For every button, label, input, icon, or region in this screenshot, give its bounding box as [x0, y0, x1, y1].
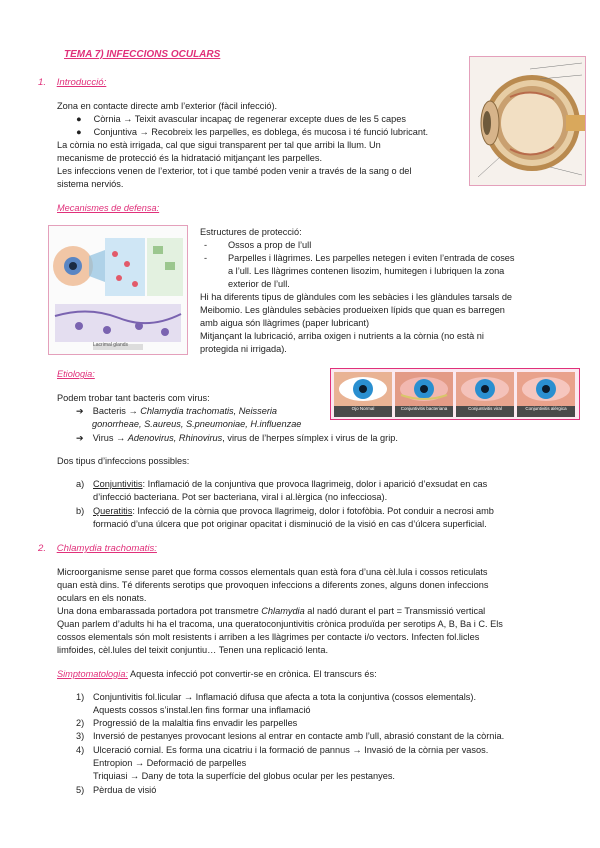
defense-intro: Estructures de protecció: — [200, 227, 302, 237]
defense-text-line: Hi ha diferents tipus de glàndules com les sebàcies i les glàndules tarsals de — [200, 292, 513, 302]
defense-text-line: protegida ni irrigada). — [200, 344, 287, 354]
chlamydia-text-line: oculars en els nonats. — [57, 593, 147, 603]
eye-label: Ojo Normal — [351, 406, 375, 411]
page-title: TEMA 7) INFECCIONS OCULARS — [64, 49, 221, 60]
infection-type-b: b) Queratitis: Infecció de la còrnia que provoca llagrimeig, dolor i fotofòbia. Pot conduir a necrosi amb — [76, 506, 494, 516]
etiology-virus: ➔ Virus → Adenovirus, Rhinovirus, virus de l’herpes símplex i virus de la grip. — [76, 433, 398, 443]
defense-item-cont: exterior de l’ull. — [228, 279, 290, 289]
eye-cross-section-icon — [470, 57, 585, 185]
defense-text-line: Meibomio. Les glàndules sebàcies produeixen lípids que quan es barregen — [200, 305, 505, 315]
etiology-bacteria: ➔ Bacteris → Chlamydia trachomatis, Neisseria — [76, 406, 278, 416]
defense-item: - Ossos a prop de l’ull — [204, 240, 312, 250]
etiology-heading: Etiologia: — [57, 369, 95, 379]
eye-anatomy-figure — [469, 56, 586, 186]
infection-type-b-cont: formació d’una úlcera que pot originar opacitat i disminució de la visió en cas d’úlcera superficial. — [93, 519, 487, 529]
chlamydia-text-line: Microorganisme sense paret que forma cossos elementals quan està fora d’una cèl.lula i cossos reticulats — [57, 567, 488, 577]
intro-bullet: ● Còrnia → Teixit avascular incapaç de regenerar excepte dues de les 5 capes — [76, 114, 406, 124]
intro-text-line: mecanisme de protecció és la hidratació mitjançant les parpelles. — [57, 153, 323, 163]
arrow-right-icon: ➔ — [76, 406, 84, 416]
symptom-item: 1) Conjuntivitis fol.licular → Inflamació difusa que afecta a tota la conjuntiva (cossos elementals). — [76, 692, 476, 702]
intro-paragraph: Zona en contacte directe amb l’exterior (fàcil infecció). — [57, 101, 278, 111]
defense-item: - Parpelles i llàgrimes. Les parpelles netegen i eviten l’entrada de coses — [204, 253, 515, 263]
etiology-intro: Podem trobar tant bacteris com virus: — [57, 393, 210, 403]
etiology-types-intro: Dos tipus d’infeccions possibles: — [57, 456, 190, 466]
symptom-item: 2) Progressió de la malaltia fins envadir les parpelles — [76, 718, 298, 728]
eye-label: Conjuntivitis viral — [468, 406, 502, 411]
chlamydia-text-line: Quan parlem d’adults hi ha el tracoma, una queratoconjuntivitis crònica produïda per serotips A, B, Ba i C. Els — [57, 619, 503, 629]
bullet-icon: ● — [76, 127, 82, 137]
eyes-comparison-figure — [330, 368, 580, 420]
defense-text-line: amb aigua són llàgrimes (paper lubricant) — [200, 318, 370, 328]
defense-heading: Mecanismes de defensa: — [57, 203, 160, 213]
intro-bullet: ● Conjuntiva → Recobreix les parpelles, es doblega, és mucosa i té funció lubricant. — [76, 127, 429, 137]
figure-caption: Lacrimal glands — [93, 342, 129, 348]
defense-text-line: Mitjançant la lubricació, arriba oxigen i nutrients a la còrnia (no està ni — [200, 331, 484, 341]
arrow-right-icon: ➔ — [76, 433, 84, 443]
chlamydia-text-line: limfoides, cèl.lules del teixit conjuntiu… Tenen una replicació lenta. — [57, 645, 329, 655]
lacrimal-figure — [48, 225, 188, 355]
intro-text-line: La còrnia no està irrigada, cal que sigui transparent per tal que arribi la llum. Un — [57, 140, 381, 150]
symptoms-heading: Simptomatologia: Aquesta infecció pot convertir-se en crònica. El transcurs és: — [57, 669, 377, 679]
symptom-item-cont: Entropion → Deformació de parpelles — [93, 758, 247, 768]
symptom-item-cont: Aquests cossos s’instal.len fins formar una inflamació — [93, 705, 311, 715]
chlamydia-heading: 2. Chlamydia trachomatis: — [38, 543, 157, 554]
symptom-item-cont: Triquiasi → Dany de tota la superfície del globus ocular per les pestanyes. — [93, 771, 395, 781]
symptom-item: 5) Pèrdua de visió — [76, 785, 157, 795]
intro-text-line: sistema nerviós. — [57, 179, 124, 189]
intro-heading: 1. Introducció: — [38, 77, 107, 88]
symptom-item: 4) Ulceració cornial. Es forma una cicatriu i la formació de pannus → Invasió de la còrnia per vasos. — [76, 745, 489, 755]
chlamydia-transmission: Una dona embarassada portadora pot transmetre Chlamydia al nadó durant el part = Transmissió vertical — [57, 606, 486, 616]
dash-icon: - — [204, 240, 208, 250]
eye-label: Conjuntivitis bacteriana — [400, 406, 448, 411]
infection-type-a-cont: d’infecció bacteriana. Pot ser bacteriana, viral i al.lèrgica (no infecciosa). — [93, 492, 388, 502]
chlamydia-text-line: cossos elementals són molt resistents i arriben a les llàgrimes per contacte i/o vectors. Infecten fol.licles — [57, 632, 480, 642]
eyes-comparison-icon — [331, 369, 579, 419]
intro-text-line: Les infeccions venen de l’exterior, tot i que també poden venir a través de la sang o del — [57, 166, 412, 176]
symptom-item: 3) Inversió de pestanyes provocant lesions al entrar en contacte amb l’ull, abrasió constant de la còrnia. — [76, 731, 505, 741]
infection-type-a: a) Conjuntivitis: Inflamació de la conjuntiva que provoca llagrimeig, dolor i aparició d’exsudat en cas — [76, 479, 488, 489]
defense-item-cont: a l’ull. Les llàgrimes contenen lisozim, humitegen i lubriquen la zona — [228, 266, 505, 276]
chlamydia-text-line: quan està dins. Té diferents serotips que provoquen infeccions a diferents zones, alguns donen infeccions — [57, 580, 489, 590]
eye-label: Conjuntivitis alérgica — [525, 406, 567, 411]
dash-icon: - — [204, 253, 208, 263]
lacrimal-gland-icon — [49, 226, 187, 354]
etiology-bacteria-cont: gonorrheae, S.aureus, S.pneumoniae, H.influenzae — [92, 419, 302, 429]
bullet-icon: ● — [76, 114, 82, 124]
